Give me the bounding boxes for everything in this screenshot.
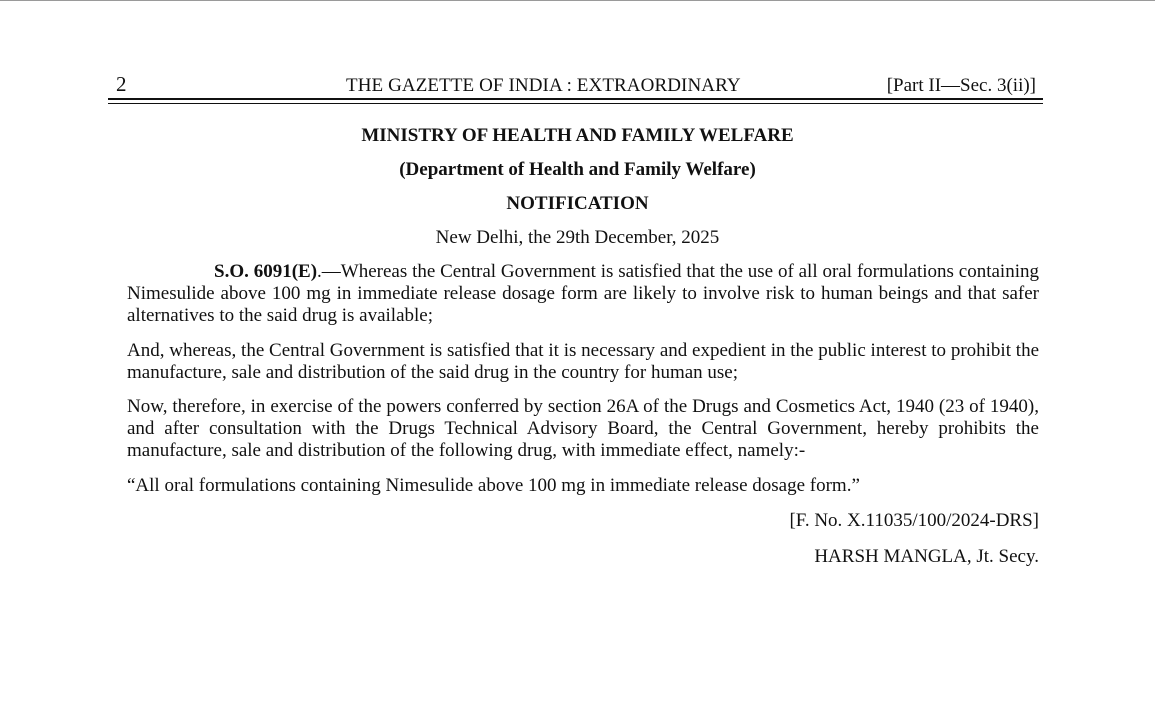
notification-heading <box>0 192 1155 216</box>
header-rule-thick <box>108 98 1043 100</box>
gazette-title: THE GAZETTE OF INDIA : EXTRAORDINARY <box>346 75 741 96</box>
department-title-text: (Department of Health and Family Welfare) <box>399 159 756 180</box>
paragraph-whereas-text: .—Whereas the Central Government is satisfied that the use of all oral formulations containing Nimesulide above 100 mg in immediate release dosage form are likely to involve risk to human beings and that safer alternatives to the said drug is available; <box>127 261 1039 326</box>
page-top-edge <box>0 0 1155 1</box>
gazette-header <box>110 72 1042 98</box>
ministry-title-text: MINISTRY OF HEALTH AND FAMILY WELFARE <box>361 125 794 146</box>
signatory: HARSH MANGLA, Jt. Secy. <box>814 546 1039 567</box>
order-number: S.O. 6091(E) <box>214 261 318 282</box>
file-number: [F. No. X.11035/100/2024-DRS] <box>789 510 1039 531</box>
notification-heading-text: NOTIFICATION <box>506 193 649 214</box>
paragraph-whereas <box>127 261 1039 327</box>
prohibited-drug-clause: “All oral formulations containing Nimesulide above 100 mg in immediate release dosage form.” <box>127 475 860 496</box>
paragraph-now-therefore: Now, therefore, in exercise of the powers conferred by section 26A of the Drugs and Cosmetics Act, 1940 (23 of 1940), and after consultation with the Drugs Technical Advisory Board, the Central Government, hereby prohibits the manufacture, sale and distribution of the following drug, with immediate effect, namely:- <box>127 396 1039 461</box>
ministry-title <box>0 124 1155 148</box>
dateline <box>0 226 1155 250</box>
department-title <box>0 158 1155 182</box>
part-reference: [Part II—Sec. 3(ii)] <box>886 75 1036 96</box>
paragraph-and-whereas: And, whereas, the Central Government is satisfied that it is necessary and expedient in the public interest to prohibit the manufacture, sale and distribution of the said drug in the country for human use; <box>127 340 1039 383</box>
header-rule-thin <box>108 103 1043 104</box>
dateline-text: New Delhi, the 29th December, 2025 <box>435 227 720 248</box>
page-number: 2 <box>116 72 127 96</box>
